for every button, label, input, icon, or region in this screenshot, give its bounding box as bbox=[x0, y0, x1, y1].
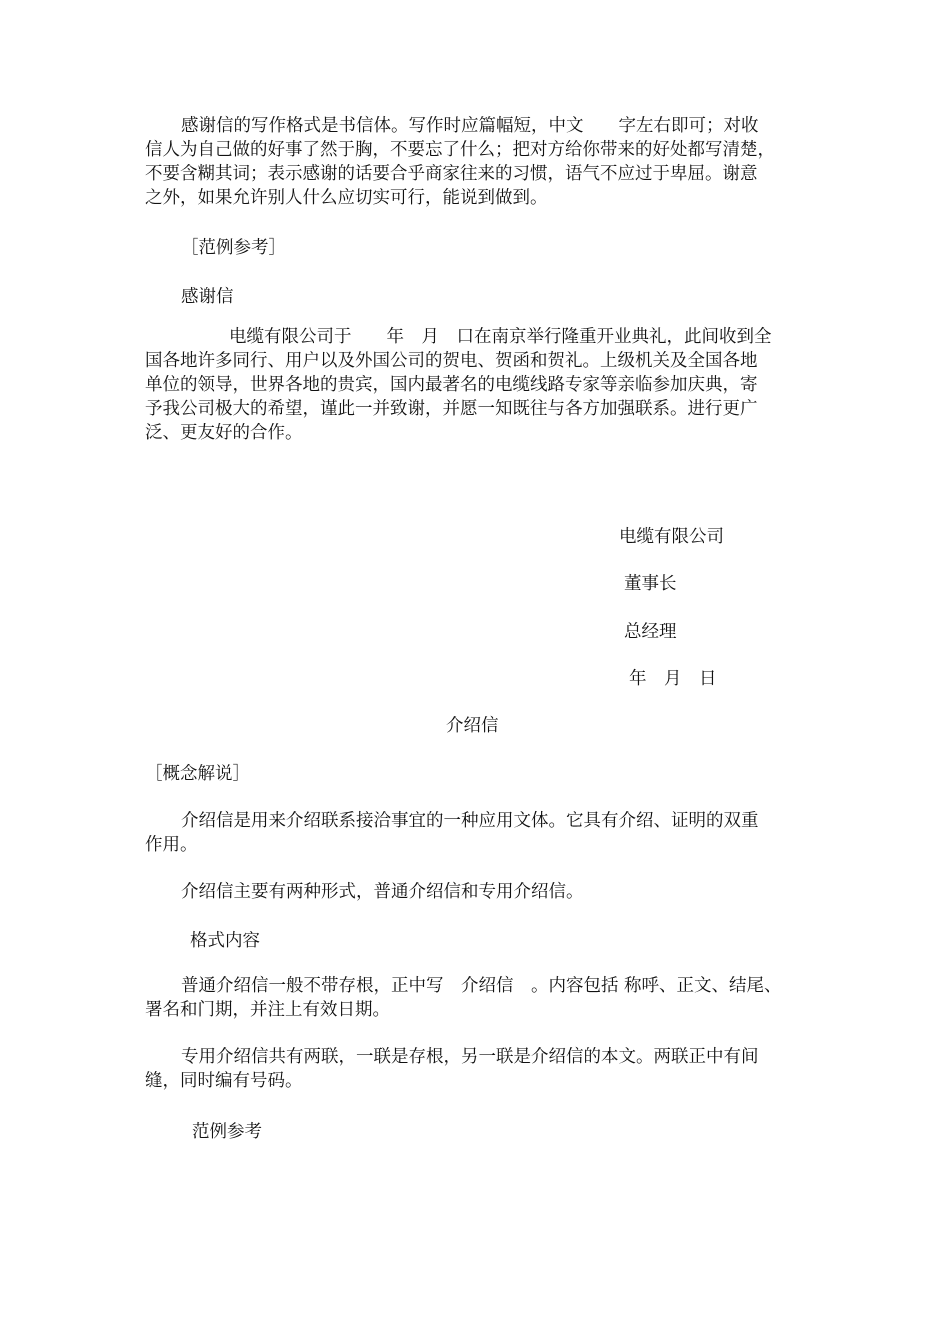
letter-line: 予我公司极大的希望，谨此一并致谢，并愿一知既往与各方加强联系。进行更广 bbox=[145, 399, 758, 419]
section-example-heading: 范例参考 bbox=[192, 1122, 262, 1142]
paragraph-line: 介绍信是用来介绍联系接洽事宜的一种应用文体。它具有介绍、证明的双重 bbox=[181, 811, 759, 831]
signature-manager: 总经理 bbox=[624, 622, 677, 642]
letter-line: 电缆有限公司于 年 月 口在南京举行隆重开业典礼，此间收到全 bbox=[229, 327, 772, 347]
letter-line: 泛、更友好的合作。 bbox=[145, 423, 303, 443]
intro-line: 不要含糊其词；表示感谢的话要合乎商家往来的习惯，语气不应过于卑屈。谢意 bbox=[145, 164, 758, 184]
section-paragraph-1 bbox=[145, 809, 809, 857]
example-heading: ［范例参考］ bbox=[181, 238, 286, 258]
letter-line: 单位的领导，世界各地的贵宾，国内最著名的电缆线路专家等亲临参加庆典，寄 bbox=[145, 375, 758, 395]
paragraph-line: 缝，同时编有号码。 bbox=[145, 1071, 303, 1091]
intro-paragraph bbox=[145, 114, 809, 210]
paragraph-line: 作用。 bbox=[145, 835, 198, 855]
paragraph-line: 普通介绍信一般不带存根，正中写 介绍信 。内容包括 称呼、正文、结尾、 bbox=[181, 976, 782, 996]
format-heading: 格式内容 bbox=[190, 931, 260, 951]
intro-line: 信人为自己做的好事了然于胸，不要忘了什么；把对方给你带来的好处都写清楚， bbox=[145, 140, 775, 160]
signature-chairman: 董事长 bbox=[624, 574, 677, 594]
section-paragraph-4 bbox=[145, 1045, 809, 1093]
letter-title: 感谢信 bbox=[181, 287, 234, 307]
intro-line: 感谢信的写作格式是书信体。写作时应篇幅短，中文 字左右即可；对收 bbox=[181, 116, 759, 136]
section-paragraph-3 bbox=[145, 974, 809, 1022]
paragraph-line: 署名和门期，并注上有效日期。 bbox=[145, 1000, 390, 1020]
concept-heading: ［概念解说］ bbox=[145, 764, 250, 784]
letter-body bbox=[145, 325, 809, 445]
section-paragraph-2: 介绍信主要有两种形式，普通介绍信和专用介绍信。 bbox=[181, 882, 584, 902]
signature-company: 电缆有限公司 bbox=[619, 527, 724, 547]
letter-line: 国各地许多同行、用户以及外国公司的贺电、贺函和贺礼。上级机关及全国各地 bbox=[145, 351, 758, 371]
signature-date: 年 月 日 bbox=[629, 669, 717, 689]
intro-line: 之外，如果允许别人什么应切实可行，能说到做到。 bbox=[145, 188, 548, 208]
section-title: 介绍信 bbox=[446, 716, 499, 736]
paragraph-line: 专用介绍信共有两联，一联是存根，另一联是介绍信的本文。两联正中有间 bbox=[181, 1047, 759, 1067]
